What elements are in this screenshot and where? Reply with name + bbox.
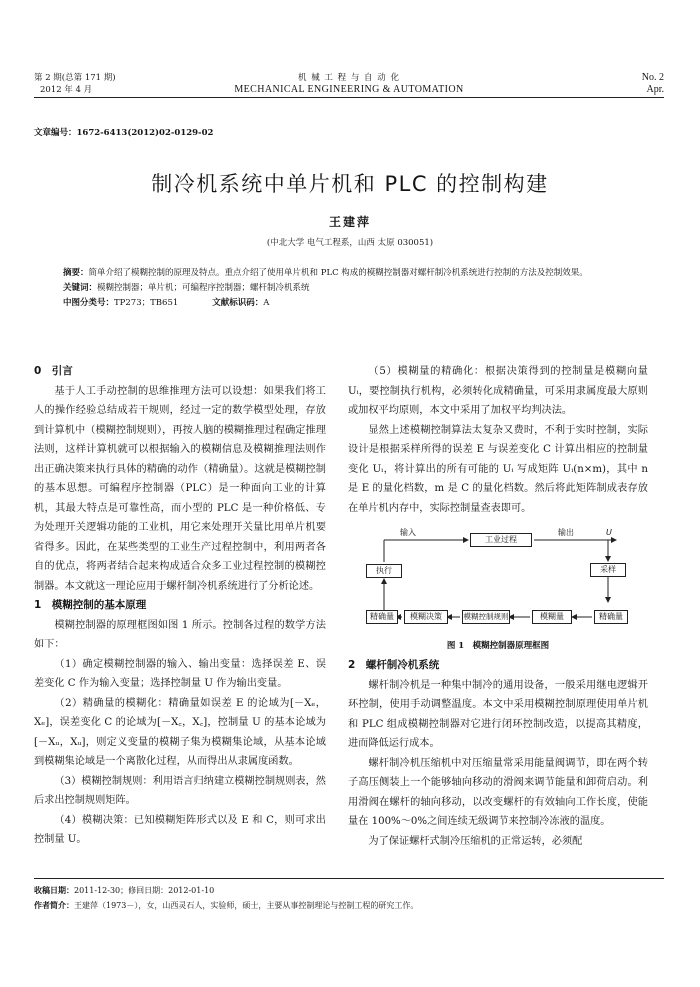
keywords-label: 关键词： <box>63 283 98 293</box>
paragraph: 螺杆制冷机是一种集中制冷的通用设备，一般采用继电逻辑开环控制，使用手动调整温度。本文中采用模糊控制原理使用单片机和 PLC 组成模糊控制器对它进行闭环控制改造，以提高其精度，进而降低运行成本。 <box>348 679 648 749</box>
industrial-process-box: 工业过程 <box>470 533 532 547</box>
paragraph: （1）确定模糊控制器的输入、输出变量：选择误差 E、误差变化 C 作为输入变量；选择控制量 U 作为输出变量。 <box>34 658 326 689</box>
precise-output-box: 精确量 <box>366 610 398 624</box>
author-name: 王建萍 <box>328 215 371 229</box>
paragraph: 显然上述模糊控制算法太复杂又费时，不利于实时控制，实际设计是根据采样所得的误差 E 与误差变化 C 计算出相应的控制量变化 Uᵢ，将计算出的所有可能的 Uᵢ 写成矩阵 Uᵢ(n×m)，其中 n 是 E 的量化档数，m 是 C 的量化档数。然后将此矩阵制成表存放在单片机内存中，实际控制量查表即可。 <box>348 424 648 514</box>
doc-code-label: 文献标识码： <box>212 298 264 308</box>
diagram-input-label: 输入 <box>400 528 416 537</box>
author-affiliation: (中北大学 电气工程系，山西 太原 030051) <box>266 238 434 248</box>
author-bio <box>34 898 664 913</box>
fuzzy-controller-diagram <box>362 526 630 634</box>
paragraph: 基于人工手动控制的思维推理方法可以设想：如果我们将工人的操作经验总结成若干规则，经过一定的数学模型处理，存放到计算机中（模糊控制规则），再按人脑的模糊推理过程确定推理法则，这样计算机就可以根据输入的模糊信息及模糊推理法则作出正确决策来执行具体的精确的动作（精确量）。这就是模糊控制的基本思想。可编程序控制器（PLC）是一种面向工业的计算机，其最大特点是可靠性高，而小型的 PLC 是一种价格低、专为处理开关逻辑功能的工业机，用它来处理开关量比用单片机要省得多。因此，在某些类型的工业生产过程控制中，利用两者各自的优点，将两者结合起来构成适合众多工业过程控制的模糊控制器。本文就这一理论应用于螺杆制冷机系统进行了分析论述。 <box>34 385 326 592</box>
received-value: 2011-12-30；修回日期：2012-01-10 <box>74 886 215 895</box>
article-number: 文章编号：1672-6413(2012)02-0129-02 <box>34 128 214 138</box>
section-1-heading: 1 模糊控制的基本原理 <box>34 599 147 611</box>
paragraph: （2）精确量的模糊化：精确量如误差 E 的论域为[－Xₑ，Xₑ]，误差变化 C 的论域为[－X꜀，X꜀]，控制量 U 的基本论域为[－Xᵤ，Xᵤ]，则定义变量的模糊子集为模糊集论域，从基本论域到模糊集论域是一个离散化过程，从而得出从隶属度函数。 <box>34 697 326 767</box>
abstract <box>63 266 640 281</box>
keywords <box>63 281 640 296</box>
fuzzy-rules-box: 模糊控制规则 <box>462 610 510 624</box>
fuzzy-decision-box: 模糊决策 <box>404 610 448 624</box>
abstract-text: 简单介绍了模糊控制的原理及特点。重点介绍了使用单片机和 PLC 构成的模糊控制器对螺杆制冷机系统进行控制的方法及控制效果。 <box>88 268 588 278</box>
received-date <box>34 883 664 898</box>
paragraph: 螺杆制冷机压缩机中对压缩量常采用能量阀调节，即在两个转子高压侧装上一个能够轴向移动的滑阀来调节能量和卸荷启动。利用滑阀在螺杆的轴向移动，以改变螺杆的有效轴向工作长度，使能量在 100%～0%之间连续无级调节来控制冷冻液的温度。 <box>348 757 648 827</box>
paragraph: 为了保证螺杆式制冷压缩机的正常运转，必须配 <box>368 835 583 847</box>
precise-input-box: 精确量 <box>594 610 628 624</box>
issue-info-en <box>642 72 664 96</box>
section-intro-heading: 0 引言 <box>34 365 73 377</box>
section-2-heading: 2 螺杆制冷机系统 <box>348 659 440 671</box>
issue-date: 2012 年 4 月 <box>40 85 93 95</box>
paragraph: （4）模糊决策：已知模糊矩阵形式以及 E 和 C，则可求出控制量 U。 <box>34 814 326 845</box>
left-column <box>34 362 326 850</box>
journal-name-en: MECHANICAL ENGINEERING & AUTOMATION <box>234 84 464 95</box>
abstract-block <box>63 266 640 311</box>
paragraph: （5）模糊量的精确化：根据决策得到的控制量是模糊向量 Uᵢ，要控制执行机构，必须转化成精确量，可采用隶属度最大原则或加权平均原则，本文中采用了加权平均判决法。 <box>348 366 648 416</box>
keywords-text: 模糊控制器；单片机；可编程序控制器；螺杆制冷机系统 <box>97 283 310 293</box>
paper-title: 制冷机系统中单片机和 PLC 的控制构建 <box>151 172 549 196</box>
figure-caption: 图 1 模糊控制器原理框图 <box>446 641 550 651</box>
author-bio-text: 王建萍（1973－），女，山西灵石人，实验师，硕士，主要从事控制理论与控制工程的研究工作。 <box>74 901 419 910</box>
doc-code-value: A <box>263 298 270 308</box>
clc-value: TP273；TB651 <box>114 298 179 308</box>
issue-number: 第 2 期(总第 171 期) <box>34 73 116 83</box>
journal-name <box>34 72 664 96</box>
sampling-box: 采样 <box>590 563 626 577</box>
journal-name-cn: 机 械 工 程 与 自 动 化 <box>298 73 400 83</box>
footnote <box>34 878 664 913</box>
paragraph: 模糊控制器的原理框图如图 1 所示。控制各过程的数学方法如下： <box>34 619 326 650</box>
received-label: 收稿日期： <box>34 885 74 895</box>
author-bio-label: 作者简介： <box>34 900 74 910</box>
paragraph: （3）模糊控制规则：利用语言归纳建立模糊控制规则表，然后求出控制规则矩阵。 <box>34 775 326 806</box>
running-header <box>34 72 664 98</box>
issue-no-en: No. 2 <box>641 72 664 83</box>
diagram-u-label: U <box>606 528 612 537</box>
abstract-label: 摘要： <box>63 268 89 278</box>
classification <box>63 296 640 311</box>
right-column <box>348 362 648 851</box>
clc-label: 中图分类号： <box>63 298 115 308</box>
actuator-box: 执行 <box>366 564 402 578</box>
diagram-output-label: 输出 <box>558 528 574 537</box>
issue-month-en: Apr. <box>646 84 664 95</box>
fuzzified-quantity-box: 模糊量 <box>532 610 572 624</box>
